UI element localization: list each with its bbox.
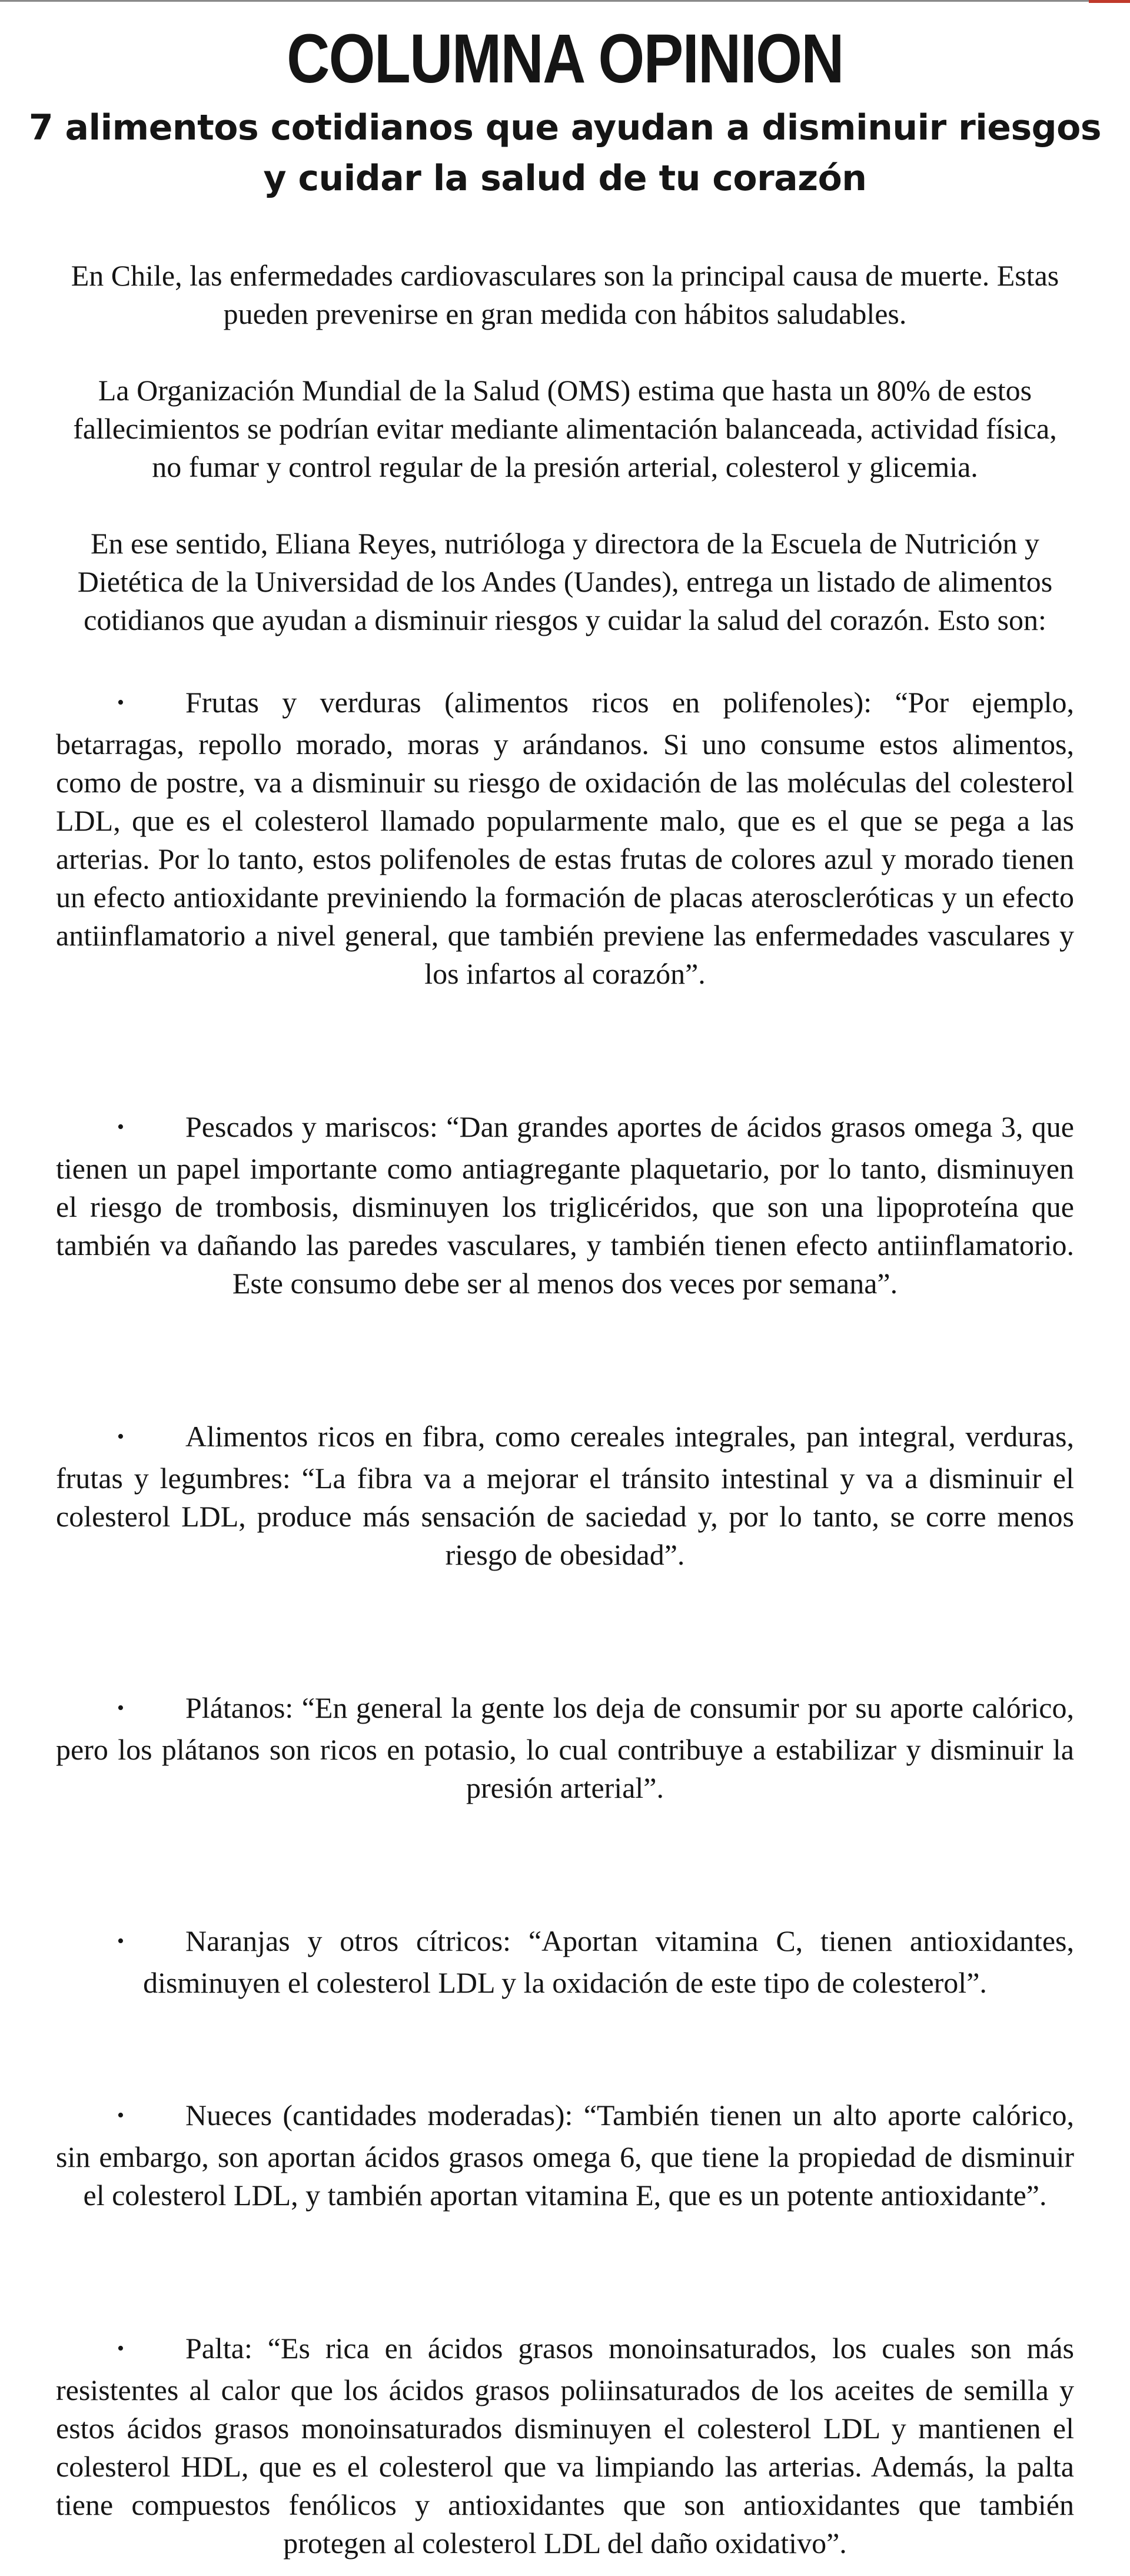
top-accent-mark: [1089, 0, 1130, 3]
article-subtitle: 7 alimentos cotidianos que ayudan a disminuir riesgos y cuidar la salud de tu corazón: [28, 107, 1102, 199]
intro-paragraph-2: La Organización Mundial de la Salud (OMS) estima que hasta un 80% de estos fallecimientos se podrían evitar mediante alimentación balanceada, actividad física, no fumar y control regular de la presión arterial, colesterol y glicemia.: [73, 374, 1057, 483]
bullet-icon: [56, 1689, 185, 1731]
bullet-icon: [56, 1418, 185, 1459]
bullet-icon: [56, 2096, 185, 2138]
food-item-fruits-vegetables: [56, 683, 1074, 993]
food-item-nuts: [56, 2096, 1074, 2215]
food-item-text: Naranjas y otros cítricos: “Aportan vitamina C, tienen antioxidantes, disminuyen el colesterol LDL y la oxidación de este tipo de colesterol”.: [143, 1924, 1074, 1999]
bullet-icon: [56, 1922, 185, 1964]
food-item-avocado: [56, 2329, 1074, 2562]
bullet-icon: [56, 2329, 185, 2371]
food-item-text: Plátanos: “En general la gente los deja de consumir por su aporte calórico, pero los plátanos son ricos en potasio, lo cual contribuye a estabilizar y disminuir la presión arterial”.: [56, 1691, 1074, 1804]
food-item-fish-seafood: [56, 1108, 1074, 1303]
bullet-icon: [56, 1108, 185, 1150]
food-item-citrus: [56, 1922, 1074, 2002]
intro-paragraph-1: En Chile, las enfermedades cardiovasculares son la principal causa de muerte. Estas pueden prevenirse en gran medida con hábitos saludables.: [71, 259, 1059, 330]
food-item-text: Frutas y verduras (alimentos ricos en polifenoles): “Por ejemplo, betarragas, repollo morado, moras y arándanos. Si uno consume estos alimentos, como de postre, va a disminuir su riesgo de oxidación de las moléculas del colesterol LDL, que es el colesterol llamado popularmente malo, que es el que se pega a las arterias. Por lo tanto, estos polifenoles de estas frutas de colores azul y morado tienen un efecto antioxidante previniendo la formación de placas ateroscleróticas y un efecto antiinflamatorio a nivel general, que también previene las enfermedades vasculares y los infartos al corazón”.: [56, 686, 1074, 990]
bullet-icon: [56, 683, 185, 725]
food-item-text: Pescados y mariscos: “Dan grandes aportes de ácidos grasos omega 3, que tienen un papel importante como antiagregante plaquetario, por lo tanto, disminuyen el riesgo de trombosis, disminuyen los triglicéridos, que son una lipoproteína que también va dañando las paredes vasculares, y también tienen efecto antiinflamatorio. Este consumo debe ser al menos dos veces por semana”.: [56, 1110, 1074, 1300]
column-title: COLUMNA OPINION: [287, 20, 843, 98]
article-body: [56, 257, 1074, 2562]
food-item-bananas: [56, 1689, 1074, 1807]
food-item-fiber: [56, 1418, 1074, 1574]
intro-paragraph-3: En ese sentido, Eliana Reyes, nutrióloga y directora de la Escuela de Nutrición y Dietética de la Universidad de los Andes (Uandes), entrega un listado de alimentos cotidianos que ayudan a disminuir riesgos y cuidar la salud del corazón. Esto son:: [77, 527, 1053, 636]
food-item-text: Palta: “Es rica en ácidos grasos monoinsaturados, los cuales son más resistentes al calor que los ácidos grasos poliinsaturados de los aceites de semilla y estos ácidos grasos monoinsaturados disminuyen el colesterol LDL y mantienen el colesterol HDL, que es el colesterol que va limpiando las arterias. Además, la palta tiene compuestos fenólicos y antioxidantes que son antioxidantes que también protegen al colesterol LDL del daño oxidativo”.: [56, 2332, 1074, 2560]
food-item-text: Nueces (cantidades moderadas): “También tienen un alto aporte calórico, sin embargo, son aportan ácidos grasos omega 6, que tiene la propiedad de disminuir el colesterol LDL, y también aportan vitamina E, que es un potente antioxidante”.: [56, 2099, 1074, 2212]
top-border-line: [0, 0, 1130, 2]
food-item-text: Alimentos ricos en fibra, como cereales integrales, pan integral, verduras, frutas y legumbres: “La fibra va a mejorar el tránsito intestinal y va a disminuir el colesterol LDL, produce más sensación de saciedad y, por lo tanto, se corre menos riesgo de obesidad”.: [56, 1420, 1074, 1571]
article: [28, 18, 1102, 2562]
